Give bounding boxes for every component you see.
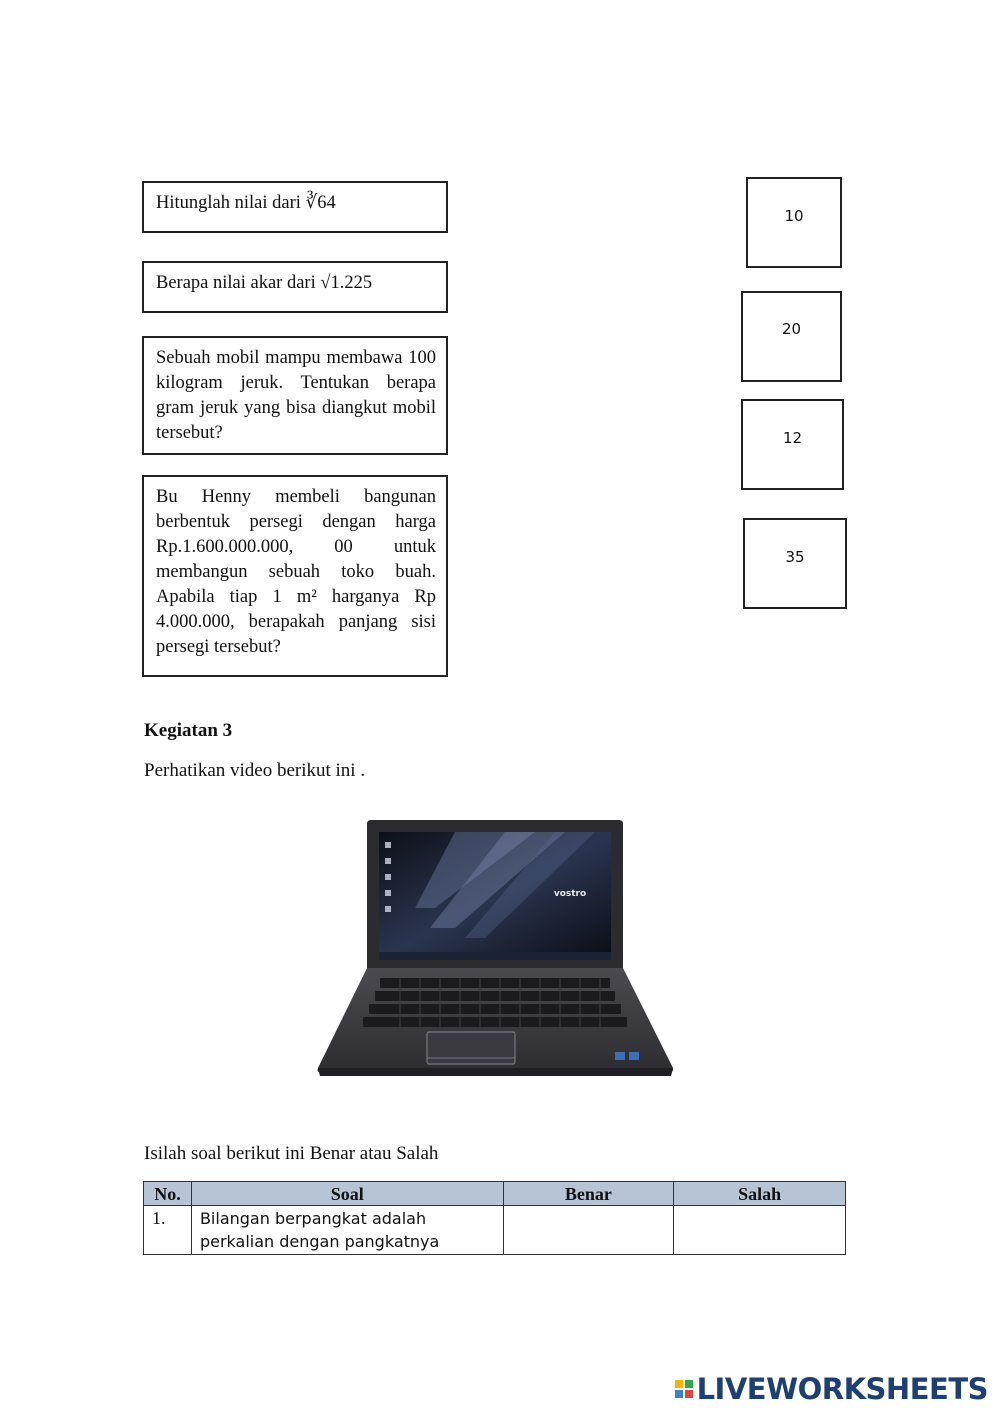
answer-value-3: 12 xyxy=(782,429,803,447)
answer-card-2[interactable] xyxy=(741,291,842,382)
row-number: 1. xyxy=(144,1206,192,1255)
row-statement-line-2: perkalian dengan pangkatnya xyxy=(199,1232,440,1251)
answer-value-4: 35 xyxy=(785,548,805,566)
row-statement-line-1: Bilangan berpangkat adalah xyxy=(199,1209,427,1228)
laptop-image xyxy=(305,818,685,1080)
answer-card-1[interactable] xyxy=(746,177,842,268)
laptop-touchpad xyxy=(427,1032,515,1064)
table-row xyxy=(144,1206,846,1255)
answer-card-3[interactable] xyxy=(741,399,844,490)
liveworksheets-logo xyxy=(675,1372,988,1406)
answer-value-2: 20 xyxy=(781,320,802,338)
logo-mark-icon xyxy=(675,1380,693,1398)
question-text-4: Bu Henny membeli bangunan berbentuk persegi dengan harga Rp.1.600.000.000, 00 untuk membangun sebuah toko buah. Apabila tiap 1 m² harganya Rp 4.000.000, berapakah panjang sisi persegi tersebut? xyxy=(156,487,436,657)
question-box-1 xyxy=(142,181,448,233)
section-instruction: Perhatikan video berikut ini . xyxy=(144,760,366,781)
header-soal: Soal xyxy=(191,1182,503,1206)
table-intro: Isilah soal berikut ini Benar atau Salah xyxy=(144,1143,439,1164)
true-false-table xyxy=(143,1181,846,1255)
table-header-row xyxy=(144,1182,846,1206)
header-benar: Benar xyxy=(503,1182,674,1206)
question-box-4 xyxy=(142,475,448,677)
header-salah: Salah xyxy=(674,1182,846,1206)
answer-card-4[interactable] xyxy=(743,518,847,609)
question-text-1: Hitunglah nilai dari ∛64 xyxy=(156,193,336,213)
question-text-2: Berapa nilai akar dari √1.225 xyxy=(156,273,373,293)
section-title: Kegiatan 3 xyxy=(144,720,233,741)
header-no: No. xyxy=(144,1182,192,1206)
row-statement xyxy=(191,1206,503,1255)
benar-answer-cell[interactable] xyxy=(503,1206,674,1255)
laptop-brand-label: vostro xyxy=(553,889,587,899)
question-text-3: Sebuah mobil mampu membawa 100 kilogram jeruk. Tentukan berapa gram jeruk yang bisa diangkut mobil tersebut? xyxy=(156,348,436,443)
question-box-3 xyxy=(142,336,448,455)
question-box-2 xyxy=(142,261,448,313)
salah-answer-cell[interactable] xyxy=(674,1206,846,1255)
logo-text: LIVEWORKSHEETS xyxy=(696,1372,988,1406)
answer-value-1: 10 xyxy=(784,207,804,225)
